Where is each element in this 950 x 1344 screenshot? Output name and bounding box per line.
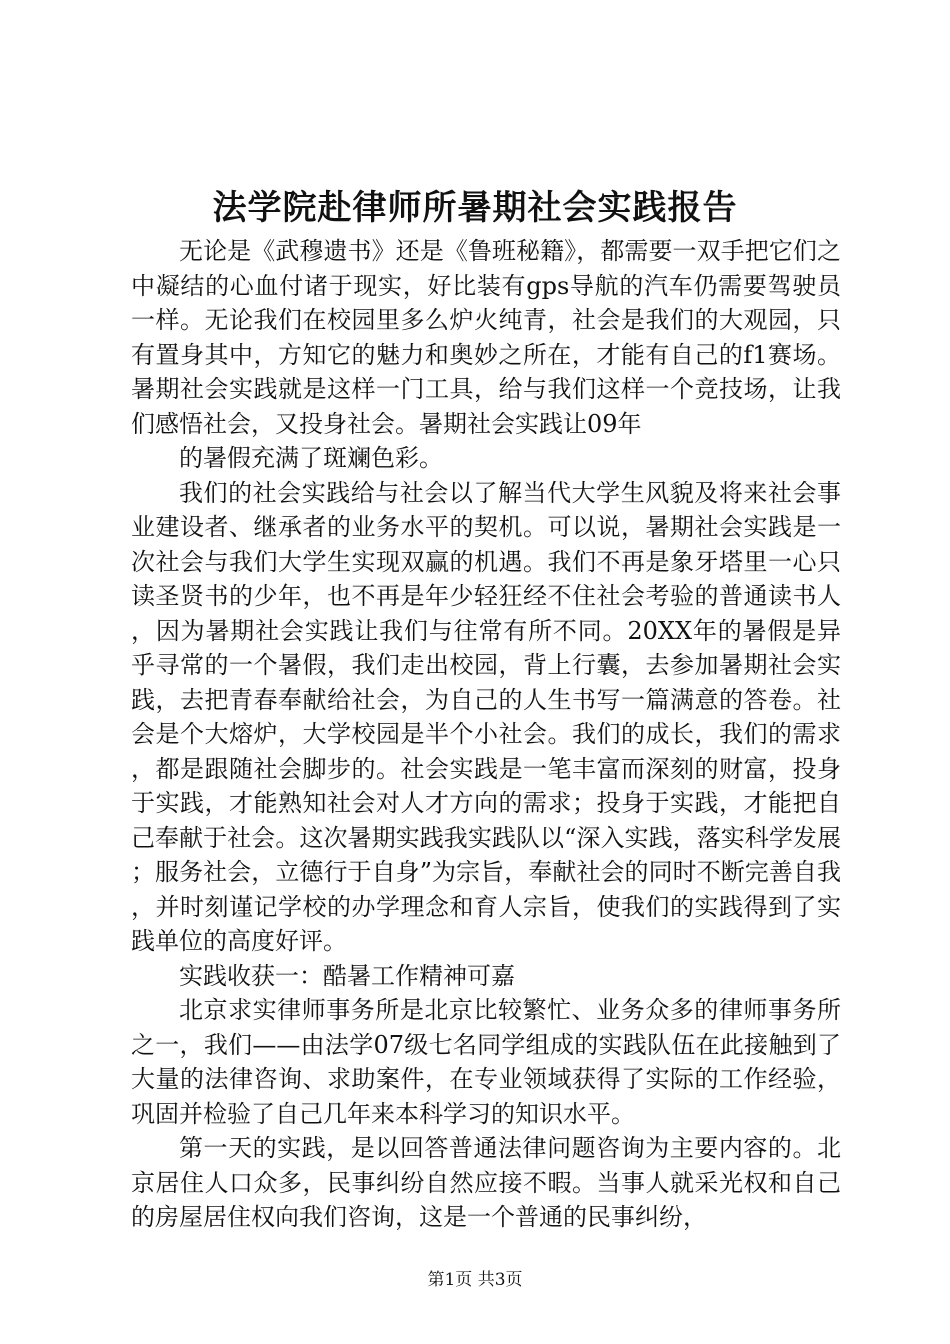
document-title: 法学院赴律师所暑期社会实践报告 <box>212 188 738 228</box>
paragraph-significance: 我们的社会实践给与社会以了解当代大学生风貌及将来社会事业建设者、继承者的业务水平的契机。可以说，暑期社会实践是一次社会与我们大学生实现双赢的机遇。我们不再是象牙塔里一心只读圣贤书的少年，也不再是年少轻狂经不住社会考验的普通读书人，因为暑期社会实践让我们与往常有所不同。20XX年的暑假是异乎寻常的一个暑假，我们走出校园，背上行囊，去参加暑期社会实践，去把青春奉献给社会，为自己的人生书写一篇满意的答卷。社会是个大熔炉，大学校园是半个小社会。我们的成长，我们的需求，都是跟随社会脚步的。社会实践是一笔丰富而深刻的财富，投身于实践，才能熟知社会对人才方向的需求；投身于实践，才能把自己奉献于社会。这次暑期实践我实践队以“深入实践，落实科学发展；服务社会，立德行于自身”为宗旨，奉献社会的同时不断完善自我，并时刻谨记学校的办学理念和育人宗旨，使我们的实践得到了实践单位的高度好评。 <box>131 478 841 955</box>
section-heading-gain-one: 实践收获一：酷暑工作精神可嘉 <box>179 961 515 990</box>
paragraph-first-day: 第一天的实践，是以回答普通法律问题咨询为主要内容的。北京居住人口众多，民事纠纷自然应接不暇。当事人就采光权和自己的房屋居住权向我们咨询，这是一个普通的民事纠纷， <box>131 1134 841 1231</box>
paragraph-intro: 无论是《武穆遗书》还是《鲁班秘籍》，都需要一双手把它们之中凝结的心血付诸于现实，好比装有gps导航的汽车仍需要驾驶员一样。无论我们在校园里多么炉火纯青，社会是我们的大观园，只有置身其中，方知它的魅力和奥妙之所在，才能有自己的f1赛场。暑期社会实践就是这样一门工具，给与我们这样一个竞技场，让我们感悟社会，又投身社会。暑期社会实践让09年 <box>131 237 841 438</box>
paragraph-intro-continued: 的暑假充满了斑斓色彩。 <box>179 444 443 472</box>
paragraph-law-firm: 北京求实律师事务所是北京比较繁忙、业务众多的律师事务所之一，我们——由法学07级七名同学组成的实践队伍在此接触到了大量的法律咨询、求助案件，在专业领域获得了实际的工作经验，巩固并检验了自己几年来本科学习的知识水平。 <box>131 996 841 1128</box>
page-number-footer: 第1页 共3页 <box>427 1270 523 1290</box>
document-body <box>131 234 841 1235</box>
